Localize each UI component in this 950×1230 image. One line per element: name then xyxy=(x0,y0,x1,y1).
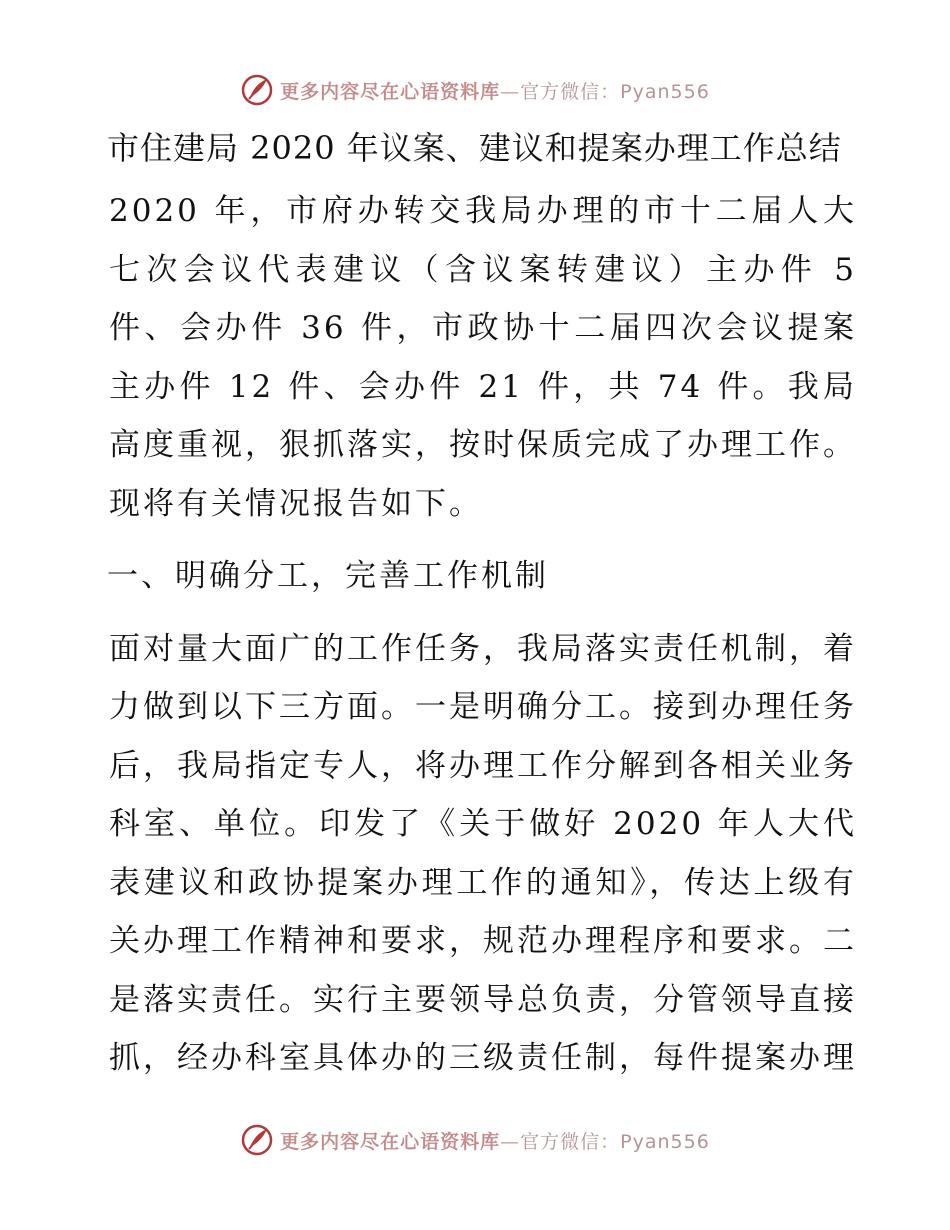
document-title: 市住建局 2020 年议案、建议和提案办理工作总结 xyxy=(107,129,842,167)
header-watermark-banner xyxy=(0,70,950,110)
watermark-wechat: 官方微信：Pyan556 xyxy=(520,80,710,103)
watermark-wechat: 官方微信：Pyan556 xyxy=(520,1130,710,1153)
intro-paragraph: 2020 年，市府办转交我局办理的市十二届人大七次会议代表建议（含议案转建议）主办件 5 件、会办件 36 件，市政协十二届四次会议提案主办件 12 件、会办件 21 件，共 74 件。我局高度重视，狠抓落实，按时保质完成了办理工作。现将有关情况报告如下。 xyxy=(109,193,857,522)
quill-logo-icon xyxy=(240,1123,274,1157)
watermark-text xyxy=(280,1127,710,1154)
watermark-brand: 更多内容尽在心语资料库 xyxy=(280,1130,501,1153)
document-body xyxy=(97,120,857,1102)
footer-watermark-banner xyxy=(0,1120,950,1160)
watermark-separator: — xyxy=(500,80,521,103)
quill-logo-icon xyxy=(240,73,274,107)
watermark-separator: — xyxy=(500,1130,521,1153)
watermark-text xyxy=(280,77,710,104)
section-heading-1: 一、明确分工，完善工作机制 xyxy=(107,558,549,594)
section-1-paragraph: 面对量大面广的工作任务，我局落实责任机制，着力做到以下三方面。一是明确分工。接到办理任务后，我局指定专人，将办理工作分解到各相关业务科室、单位。印发了《关于做好 2020 年人大代表建议和政协提案办理工作的通知》，传达上级有关办理工作精神和要求，规范办理程序和要求。二是落实责任。实行主要领导总负责，分管领导直接抓，经办科室具体办的三级责任制，每件提案办理 xyxy=(109,630,857,1076)
watermark-brand: 更多内容尽在心语资料库 xyxy=(280,80,501,103)
